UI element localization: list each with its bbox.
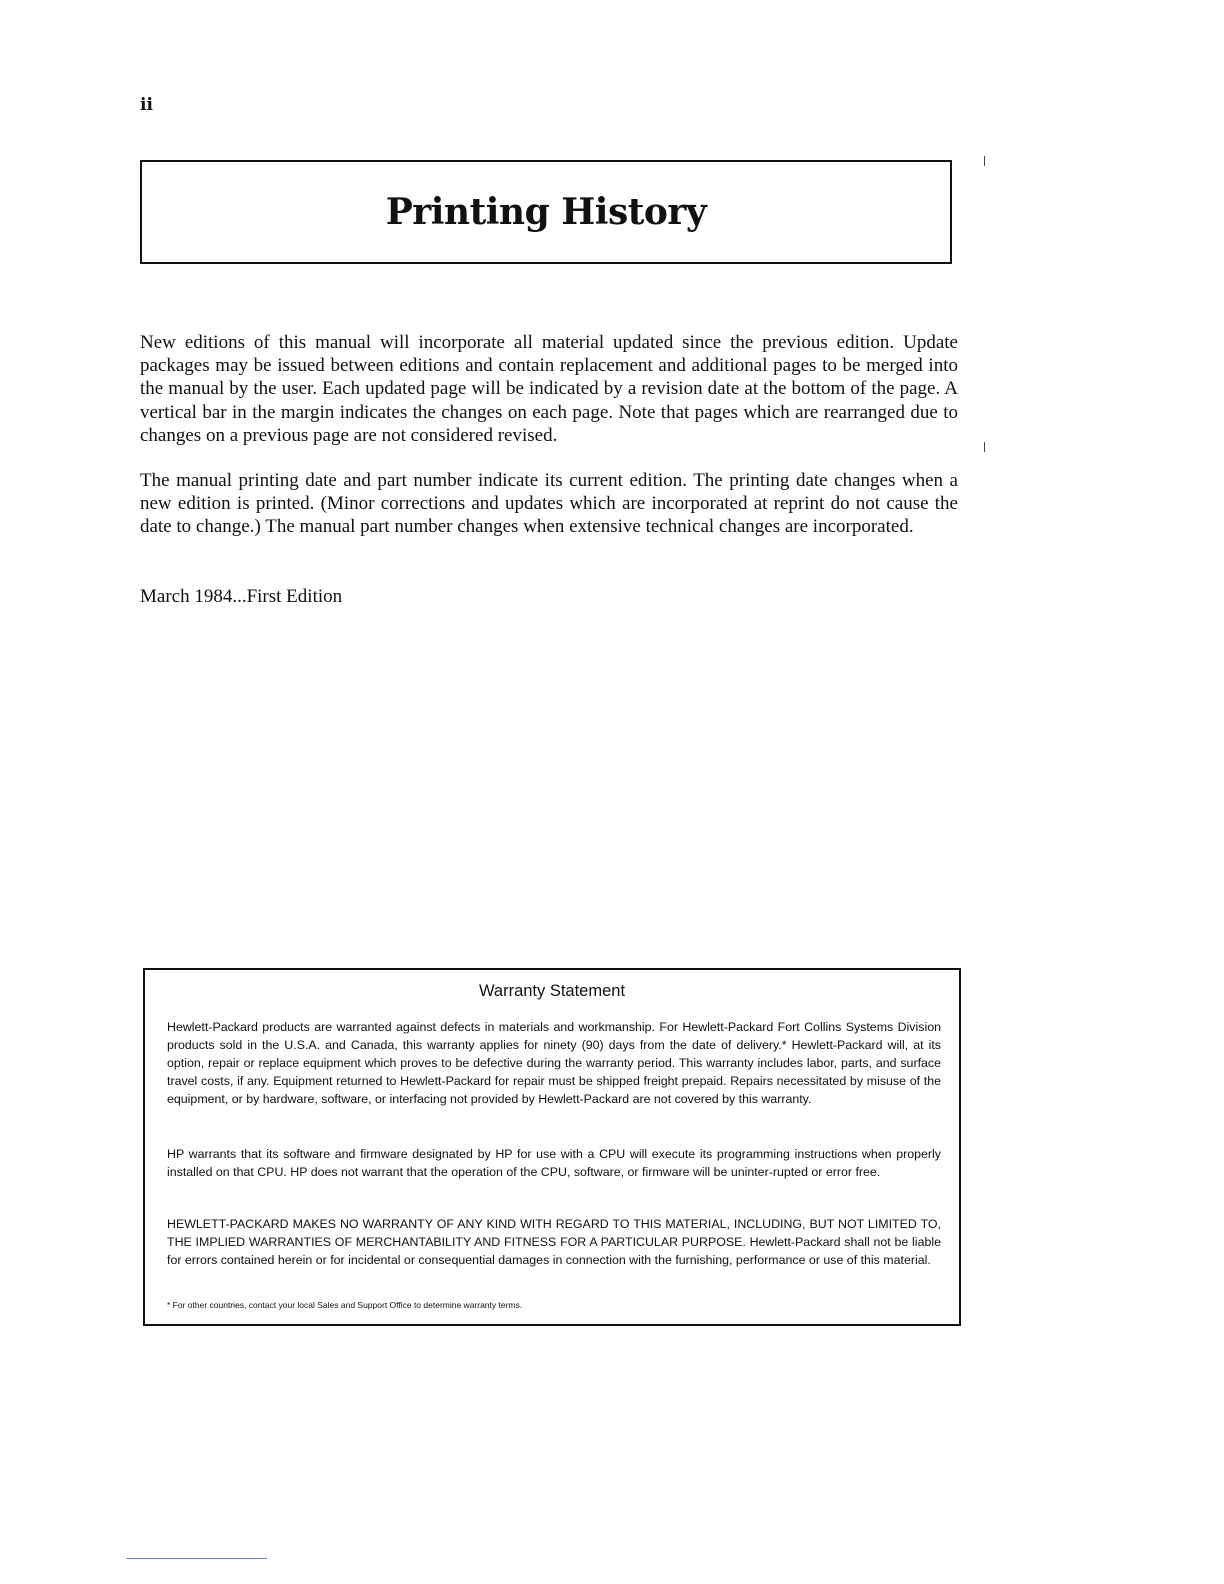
revision-bar (984, 156, 985, 166)
edition-paragraph: The manual printing date and part number indicate its current edition. The printing date changes when a new edition is printed. (Minor corrections and updates which are incorporated at reprint do not cause the date to change.) The manual part number changes when extensive technical changes are incorporated. (140, 470, 958, 538)
disclaimer-paragraph: HEWLETT-PACKARD MAKES NO WARRANTY OF ANY KIND WITH REGARD TO THIS MATERIAL, INCLUDING, BUT NOT LIMITED TO, THE IMPLIED WARRANTIES OF MERCHANTABILITY AND FITNESS FOR A PARTICULAR PURPOSE. Hewlett-Packard shall not be liable for errors contained herein or for incidental or consequential damages in connection with the furnishing, performance or use of this material. (167, 1217, 941, 1267)
page-number: ii (140, 95, 153, 115)
intro-paragraph: New editions of this manual will incorporate all material updated since the previous edition. Update packages may be issued between editions and contain replacement and additional pages to be merged into the manual by the user. Each updated page will be indicated by a revision date at the bottom of the page. A vertical bar in the margin indicates the changes on each page. Note that pages which are rearranged due to changes on a previous page are not considered revised. (140, 332, 958, 446)
bottom-rule (126, 1558, 267, 1559)
revision-bar (984, 442, 985, 452)
edition-date: March 1984...First Edition (140, 586, 343, 607)
software-warranty-paragraph: HP warrants that its software and firmware designated by HP for use with a CPU will execute its programming instructions when properly installed on that CPU. HP does not warrant that the operation of the CPU, software, or firmware will be uninter-rupted or error free. (167, 1147, 941, 1179)
title-box (140, 160, 952, 264)
warranty-box (143, 968, 961, 1326)
page-title: Printing History (385, 191, 707, 233)
warranty-title: Warranty Statement (478, 982, 626, 1000)
warranty-paragraph: Hewlett-Packard products are warranted against defects in materials and workmanship. For Hewlett-Packard Fort Collins Systems Division products sold in the U.S.A. and Canada, this warranty applies for ninety (90) days from the date of delivery.* Hewlett-Packard will, at its option, repair or replace equipment which proves to be defective during the warranty period. This warranty includes labor, parts, and surface travel costs, if any. Equipment returned to Hewlett-Packard for repair must be shipped freight prepaid. Repairs necessitated by misuse of the equipment, or by hardware, software, or interfacing not provided by Hewlett-Packard are not covered by this warranty. (167, 1020, 941, 1106)
warranty-footnote: * For other countries, contact your local Sales and Support Office to determine warranty terms. (167, 1300, 523, 1310)
